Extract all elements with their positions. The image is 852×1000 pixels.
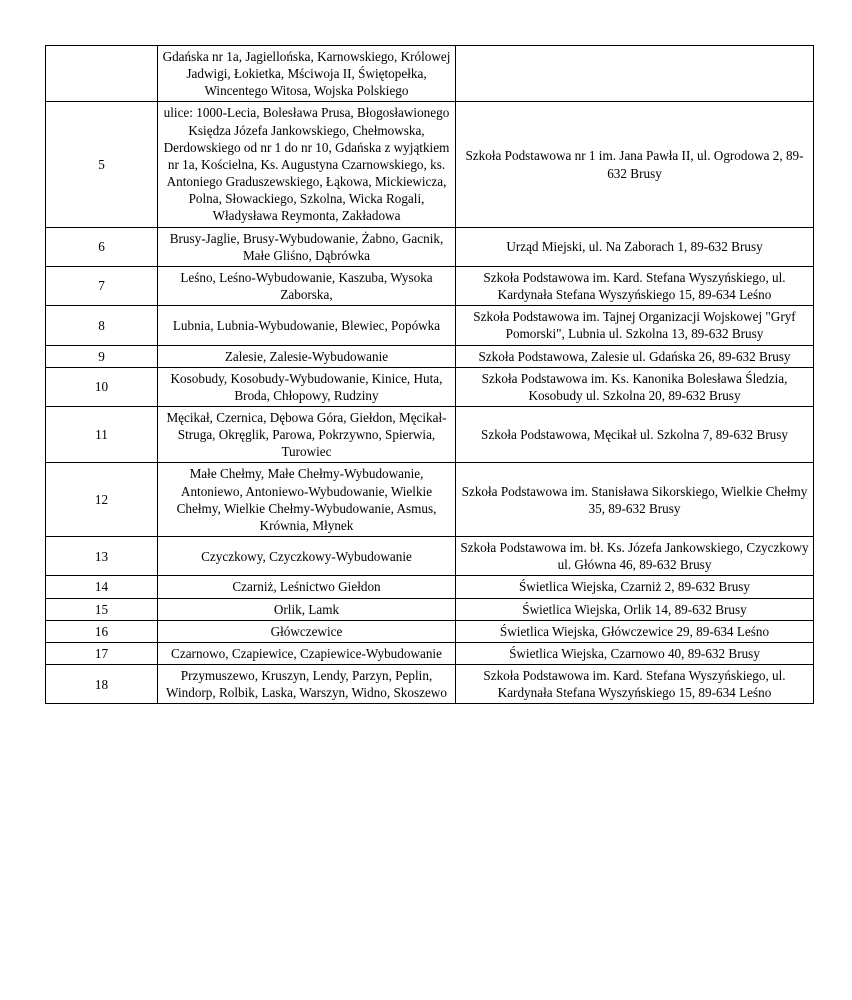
table-row — [46, 345, 814, 367]
district-number-cell: 10 — [46, 367, 158, 406]
district-number-cell: 12 — [46, 463, 158, 537]
polling-station-venue-cell: Szkoła Podstawowa im. Tajnej Organizacji Wojskowej "Gryf Pomorski", Lubnia ul. Szkolna 13, 89-632 Brusy — [456, 306, 814, 345]
district-areas-cell: Brusy-Jaglie, Brusy-Wybudowanie, Żabno, Gacnik, Małe Gliśno, Dąbrówka — [158, 227, 456, 266]
polling-station-venue-cell: Świetlica Wiejska, Czarniż 2, 89-632 Brusy — [456, 576, 814, 598]
district-number-cell: 14 — [46, 576, 158, 598]
district-number-cell: 15 — [46, 598, 158, 620]
table-row — [46, 306, 814, 345]
district-areas-cell: Leśno, Leśno-Wybudowanie, Kaszuba, Wysoka Zaborska, — [158, 266, 456, 305]
district-areas-cell: Przymuszewo, Kruszyn, Lendy, Parzyn, Peplin, Windorp, Rolbik, Laska, Warszyn, Widno, Skoszewo — [158, 665, 456, 704]
district-areas-cell: Zalesie, Zalesie-Wybudowanie — [158, 345, 456, 367]
electoral-districts-table — [45, 45, 814, 704]
table-row — [46, 642, 814, 664]
district-areas-cell: Kosobudy, Kosobudy-Wybudowanie, Kinice, Huta, Broda, Chłopowy, Rudziny — [158, 367, 456, 406]
district-areas-cell: Lubnia, Lubnia-Wybudowanie, Blewiec, Popówka — [158, 306, 456, 345]
table-row — [46, 367, 814, 406]
table-row — [46, 227, 814, 266]
polling-station-venue-cell: Szkoła Podstawowa im. bł. Ks. Józefa Jankowskiego, Czyczkowy ul. Główna 46, 89-632 Brusy — [456, 537, 814, 576]
table-row — [46, 102, 814, 227]
polling-station-venue-cell: Świetlica Wiejska, Orlik 14, 89-632 Brusy — [456, 598, 814, 620]
district-areas-cell: Małe Chełmy, Małe Chełmy-Wybudowanie, Antoniewo, Antoniewo-Wybudowanie, Wielkie Chełmy, Wielkie Chełmy-Wybudowanie, Asmus, Krównia, Młynek — [158, 463, 456, 537]
polling-station-venue-cell: Szkoła Podstawowa nr 1 im. Jana Pawła II, ul. Ogrodowa 2, 89-632 Brusy — [456, 102, 814, 227]
district-areas-cell: Orlik, Lamk — [158, 598, 456, 620]
table-row — [46, 598, 814, 620]
district-number-cell: 8 — [46, 306, 158, 345]
polling-station-venue-cell: Szkoła Podstawowa im. Kard. Stefana Wyszyńskiego, ul. Kardynała Stefana Wyszyńskiego 15, 89-634 Leśno — [456, 266, 814, 305]
table-row — [46, 576, 814, 598]
district-number-cell: 7 — [46, 266, 158, 305]
district-areas-cell: Główczewice — [158, 620, 456, 642]
district-number-cell: 6 — [46, 227, 158, 266]
table-row — [46, 266, 814, 305]
district-number-cell: 17 — [46, 642, 158, 664]
table-row — [46, 665, 814, 704]
polling-station-venue-cell: Świetlica Wiejska, Główczewice 29, 89-634 Leśno — [456, 620, 814, 642]
district-number-cell: 11 — [46, 406, 158, 462]
polling-station-venue-cell: Szkoła Podstawowa im. Kard. Stefana Wyszyńskiego, ul. Kardynała Stefana Wyszyńskiego 15, 89-634 Leśno — [456, 665, 814, 704]
district-number-cell: 18 — [46, 665, 158, 704]
district-number-cell: 5 — [46, 102, 158, 227]
district-areas-cell: Gdańska nr 1a, Jagiellońska, Karnowskiego, Królowej Jadwigi, Łokietka, Mściwoja II, Świętopełka, Wincentego Witosa, Wojska Polskiego — [158, 46, 456, 102]
polling-station-venue-cell: Urząd Miejski, ul. Na Zaborach 1, 89-632 Brusy — [456, 227, 814, 266]
polling-station-venue-cell: Szkoła Podstawowa im. Ks. Kanonika Bolesława Śledzia, Kosobudy ul. Szkolna 20, 89-632 Brusy — [456, 367, 814, 406]
district-areas-cell: Czarnowo, Czapiewice, Czapiewice-Wybudowanie — [158, 642, 456, 664]
polling-station-venue-cell — [456, 46, 814, 102]
polling-station-venue-cell: Szkoła Podstawowa, Zalesie ul. Gdańska 26, 89-632 Brusy — [456, 345, 814, 367]
district-number-cell: 16 — [46, 620, 158, 642]
polling-station-venue-cell: Szkoła Podstawowa, Męcikał ul. Szkolna 7, 89-632 Brusy — [456, 406, 814, 462]
district-areas-cell: Czyczkowy, Czyczkowy-Wybudowanie — [158, 537, 456, 576]
table-row — [46, 537, 814, 576]
table-row — [46, 463, 814, 537]
table-row — [46, 620, 814, 642]
district-number-cell: 13 — [46, 537, 158, 576]
table-body — [46, 46, 814, 704]
polling-station-venue-cell: Świetlica Wiejska, Czarnowo 40, 89-632 Brusy — [456, 642, 814, 664]
district-areas-cell: Męcikał, Czernica, Dębowa Góra, Giełdon, Męcikał-Struga, Okręglik, Parowa, Pokrzywno, Spierwia, Turowiec — [158, 406, 456, 462]
district-number-cell — [46, 46, 158, 102]
district-number-cell: 9 — [46, 345, 158, 367]
table-row — [46, 46, 814, 102]
polling-station-venue-cell: Szkoła Podstawowa im. Stanisława Sikorskiego, Wielkie Chełmy 35, 89-632 Brusy — [456, 463, 814, 537]
district-areas-cell: Czarniż, Leśnictwo Giełdon — [158, 576, 456, 598]
table-row — [46, 406, 814, 462]
district-areas-cell: ulice: 1000-Lecia, Bolesława Prusa, Błogosławionego Księdza Józefa Jankowskiego, Chełmowska, Derdowskiego od nr 1 do nr 10, Gdańska z wyjątkiem nr 1a, Kościelna, Ks. Augustyna Czarnowskiego, ks. Antoniego Graduszewskiego, Łąkowa, Mickiewicza, Polna, Słowackiego, Szkolna, Wicka Rogali, Władysława Reymonta, Zakładowa — [158, 102, 456, 227]
